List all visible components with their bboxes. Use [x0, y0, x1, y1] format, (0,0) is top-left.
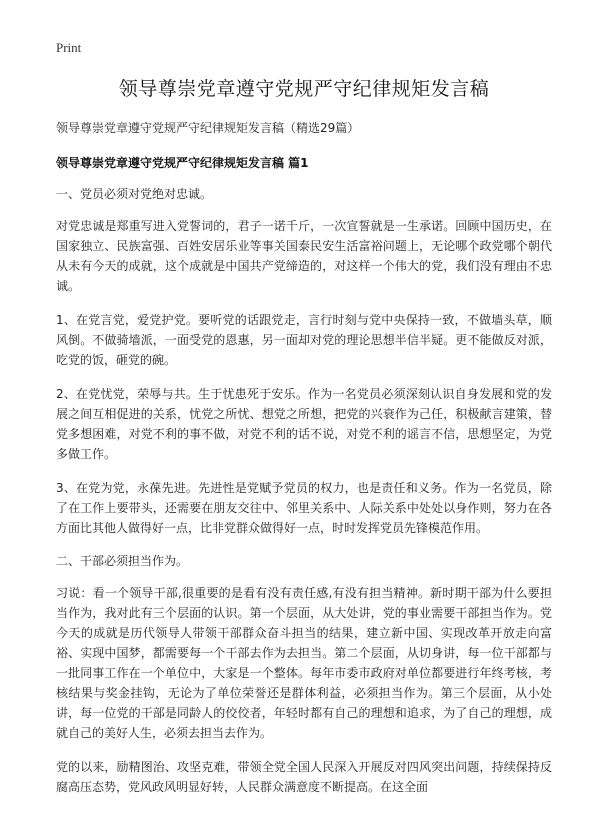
print-link[interactable]: Print [56, 40, 82, 55]
document-title: 领导尊崇党章遵守党规严守纪律规矩发言稿 [118, 78, 490, 100]
section-title: 领导尊崇党章遵守党规严守纪律规矩发言稿 篇1 [56, 156, 309, 170]
heading-loyalty: 一、党员必须对党绝对忠诚。 [56, 187, 213, 201]
heading-responsibility: 二、干部必须担当作为。 [56, 554, 189, 568]
paragraph: 习说：看一个领导干部,很重要的是看有没有责任感,有没有担当精神。新时期干部为什么要担当作为，我对此有三个层面的认识。第一个层面，从大处讲，党的事业需要干部担当作为。党今天的成就是历代领导人带领干部群众奋斗担当的结果，建立新中国、实现改革开放走向富裕、实现中国梦，都需要每一个干部去作为去担当。第二个层面，从切身讲，每一位干部都与一批同事工作在一个单位中，大家是一个整体。每年市委市政府对单位都要进行年终考核，考核结果与奖金挂钩，无论为了单位荣誉还是群体利益，必须担当作为。第三个层面，从小处讲，每一位党的干部是同龄人的佼佼者，年轻时都有自己的理想和追求，为了自己的理想，成就自己的美好人生，必须去担当去作为。 [56, 586, 552, 740]
paragraph: 对党忠诚是郑重写进入党誓词的，君子一诺千斤，一次宣誓就是一生承诺。回顾中国历史，在国家独立、民族富强、百姓安居乐业等事关国泰民安生活富裕问题上，无论哪个政党哪个朝代从未有今天的成就，这个成就是中国共产党缔造的，对这样一个伟大的党，我们没有理由不忠诚。 [56, 219, 552, 293]
paragraph: 3、在党为党，永葆先进。先进性是党赋予党员的权力，也是责任和义务。作为一名党员，除了在工作上要带头，还需要在朋友交往中、邻里关系中、人际关系中处处以身作则，努力在各方面比其他人做得好一点，比非党群众做得好一点，时时发挥党员先锋模范作用。 [56, 481, 552, 535]
paragraph: 1、在党言党，爱党护党。要听党的话跟党走，言行时刻与党中央保持一致，不做墙头草，顺风倒。不做骑墙派，一面受党的恩惠，另一面却对党的理论思想半信半疑。更不能做反对派，吃党的饭，砸党的碗。 [56, 313, 552, 367]
document-subtitle: 领导尊崇党章遵守党规严守纪律规矩发言稿（精选29篇） [56, 121, 360, 135]
paragraph: 党的以来，励精图治、攻坚克难，带领全党全国人民深入开展反对四风突出问题，持续保持反腐高压态势，党风政风明显好转，人民群众满意度不断提高。在这全面 [56, 760, 552, 794]
paragraph: 2、在党忧党，荣辱与共。生于忧患死于安乐。作为一名党员必须深刻认识自身发展和党的发展之间互相促进的关系，忧党之所忧、想党之所想，把党的兴衰作为己任，积极献言建策，替党多想困难，对党不利的事不做，对党不利的话不说，对党不利的谣言不信，思想坚定，为党多做工作。 [56, 387, 552, 461]
